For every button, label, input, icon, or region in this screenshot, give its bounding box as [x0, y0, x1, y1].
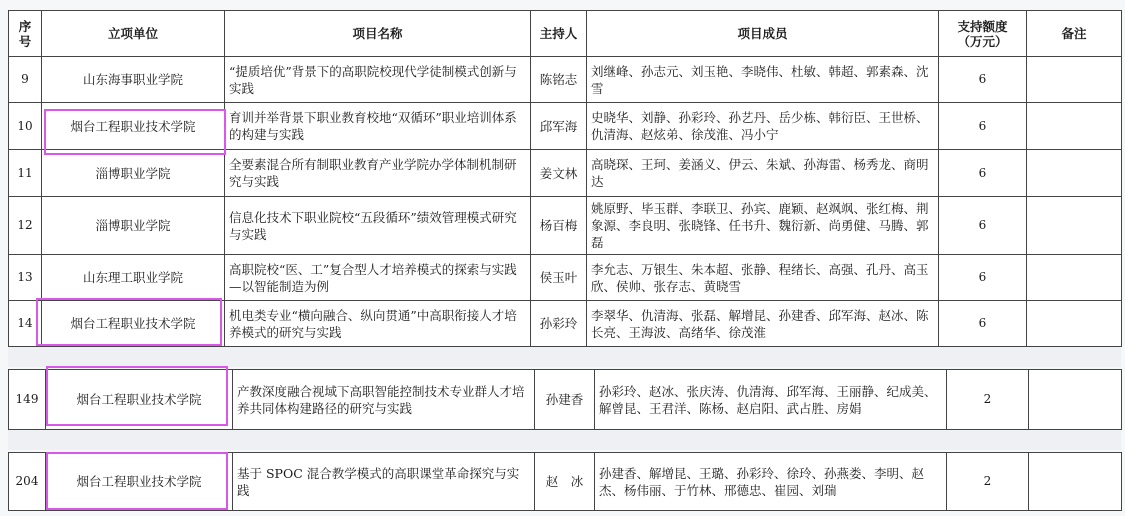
table-row — [9, 103, 1122, 150]
row-remark — [1027, 197, 1122, 255]
row-no: 10 — [9, 103, 42, 150]
row-unit: 山东海事职业学院 — [42, 57, 225, 103]
row-members: 姚原野、毕玉群、李联卫、孙宾、鹿颖、赵飒飒、张红梅、荆象源、李良明、张晓锋、任书升、魏衍新、尚勇健、马腾、郭磊 — [587, 197, 939, 255]
row-project: “提质培优”背景下的高职院校现代学徒制模式创新与实践 — [225, 57, 531, 103]
row-remark — [1027, 103, 1122, 150]
row-members: 史晓华、刘静、孙彩玲、孙艺丹、岳少栋、韩衍臣、王世桥、仇清海、赵炫弟、徐茂淮、冯小宁 — [587, 103, 939, 150]
header-unit: 立项单位 — [42, 11, 225, 57]
table-row — [9, 301, 1122, 347]
row-project: 机电类专业“横向融合、纵向贯通”中高职衔接人才培养模式的研究与实践 — [225, 301, 531, 347]
row-remark — [1027, 57, 1122, 103]
row-amount: 6 — [939, 197, 1027, 255]
section-gap — [8, 430, 1121, 450]
row-no: 14 — [9, 301, 42, 347]
row-amount: 6 — [939, 103, 1027, 150]
row-host: 孙建香 — [535, 370, 595, 430]
row-members: 孙彩玲、赵冰、张庆涛、仇清海、邱军海、王丽静、纪成美、解曾昆、王君洋、陈杨、赵启阳、武占胜、房娟 — [595, 370, 947, 430]
project-table-row-149 — [8, 369, 1122, 430]
header-amount: 支持额度 （万元） — [939, 11, 1027, 57]
row-members: 李允志、万银生、朱本超、张静、程绪长、高强、孔丹、高玉欣、侯帅、张存志、黄晓雪 — [587, 255, 939, 301]
row-host: 杨百梅 — [531, 197, 587, 255]
row-unit: 烟台工程职业技术学院 — [42, 301, 225, 347]
table-row — [9, 197, 1122, 255]
row-host: 赵 冰 — [535, 453, 595, 511]
row-host: 孙彩玲 — [531, 301, 587, 347]
header-remark: 备注 — [1027, 11, 1122, 57]
row-unit: 淄博职业学院 — [42, 197, 225, 255]
row-amount: 6 — [939, 150, 1027, 197]
row-no: 149 — [9, 370, 46, 430]
row-unit: 烟台工程职业技术学院 — [46, 370, 233, 430]
row-unit: 烟台工程职业技术学院 — [42, 103, 225, 150]
row-host: 侯玉叶 — [531, 255, 587, 301]
row-members: 高晓琛、王珂、姜涵义、伊云、朱斌、孙海雷、杨秀龙、商明达 — [587, 150, 939, 197]
project-table-row-204 — [8, 452, 1122, 511]
header-project: 项目名称 — [225, 11, 531, 57]
row-project: 育训并举背景下职业教育校地“双循环”职业培训体系的构建与实践 — [225, 103, 531, 150]
row-unit: 烟台工程职业技术学院 — [46, 453, 233, 511]
table-header-row — [9, 11, 1122, 57]
row-amount: 6 — [939, 301, 1027, 347]
project-table-top — [8, 10, 1122, 347]
table-row — [9, 370, 1122, 430]
row-amount: 6 — [939, 57, 1027, 103]
row-amount: 2 — [947, 453, 1029, 511]
row-amount: 2 — [947, 370, 1029, 430]
row-no: 204 — [9, 453, 46, 511]
row-remark — [1027, 150, 1122, 197]
row-unit: 淄博职业学院 — [42, 150, 225, 197]
row-host: 陈铭志 — [531, 57, 587, 103]
row-remark — [1029, 370, 1122, 430]
table-row — [9, 150, 1122, 197]
row-project: 全要素混合所有制职业教育产业学院办学体制机制研究与实践 — [225, 150, 531, 197]
row-host: 姜文林 — [531, 150, 587, 197]
row-members: 李翠华、仇清海、张磊、解增昆、孙建香、邱军海、赵冰、陈长亮、王海波、高绪华、徐茂淮 — [587, 301, 939, 347]
row-remark — [1027, 255, 1122, 301]
row-no: 9 — [9, 57, 42, 103]
row-amount: 6 — [939, 255, 1027, 301]
table-row — [9, 453, 1122, 511]
row-project: 基于 SPOC 混合教学模式的高职课堂革命探究与实践 — [233, 453, 535, 511]
table-row — [9, 57, 1122, 103]
row-remark — [1027, 301, 1122, 347]
row-members: 刘继峰、孙志元、刘玉艳、李晓伟、杜敏、韩超、郭素森、沈雪 — [587, 57, 939, 103]
row-project: 高职院校“医、工”复合型人才培养模式的探索与实践—以智能制造为例 — [225, 255, 531, 301]
header-no: 序 号 — [9, 11, 42, 57]
row-project: 信息化技术下职业院校“五段循环”绩效管理模式研究与实践 — [225, 197, 531, 255]
header-host: 主持人 — [531, 11, 587, 57]
row-no: 13 — [9, 255, 42, 301]
row-no: 11 — [9, 150, 42, 197]
row-host: 邱军海 — [531, 103, 587, 150]
row-no: 12 — [9, 197, 42, 255]
row-members: 孙建香、解增昆、王璐、孙彩玲、徐玲、孙燕娄、李明、赵杰、杨伟丽、于竹林、邢德忠、崔园、刘瑞 — [595, 453, 947, 511]
table-row — [9, 255, 1122, 301]
header-members: 项目成员 — [587, 11, 939, 57]
row-unit: 山东理工职业学院 — [42, 255, 225, 301]
row-project: 产教深度融合视域下高职智能控制技术专业群人才培养共同体构建路径的研究与实践 — [233, 370, 535, 430]
row-remark — [1029, 453, 1122, 511]
section-gap — [8, 347, 1121, 367]
